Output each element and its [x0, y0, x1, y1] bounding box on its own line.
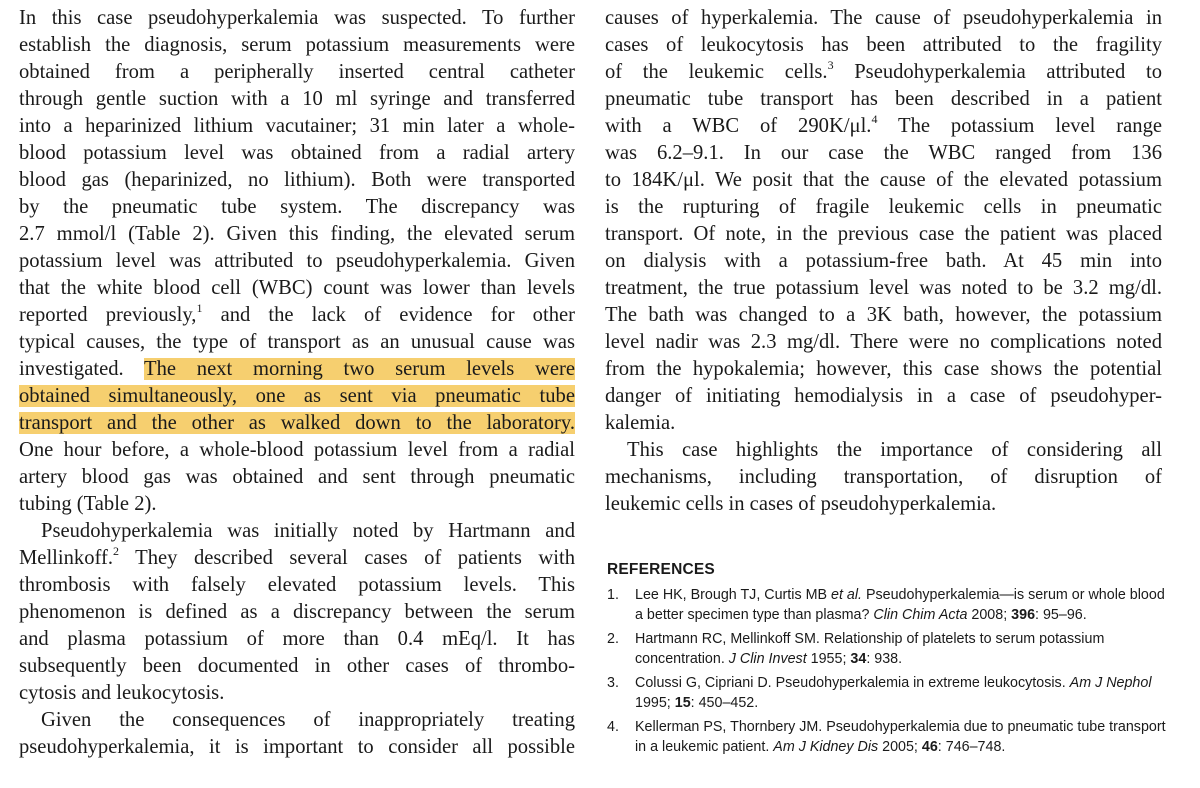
reference-volume: 46	[921, 739, 938, 755]
reference-journal: Am J Kidney Dis	[773, 739, 879, 755]
text-line: cases of leukocytosis has been attributed to the fragility	[605, 34, 1162, 56]
text-line	[19, 302, 575, 329]
text-line: pseudohyperkalemia, it is important to consider all possible	[19, 736, 575, 758]
reference-year: 2008;	[967, 607, 1012, 623]
text-line: danger of initiating hemodialysis in a case of pseudohyper-	[605, 385, 1162, 407]
text-line: on dialysis with a potassium-free bath. At 45 min into	[605, 250, 1162, 272]
text-line: blood gas (heparinized, no lithium). Both were transported	[19, 169, 575, 191]
reference-pages: : 746–748.	[937, 739, 1006, 755]
text-line: blood potassium level was obtained from a radial artery	[19, 142, 575, 164]
reference-text: Lee HK, Brough TJ, Curtis MB	[635, 586, 831, 603]
highlighted-text: transport and the other as walked down to the laboratory.	[19, 412, 575, 434]
left-text-column	[19, 5, 575, 761]
reference-number: 1.	[607, 586, 619, 603]
citation-superscript: 2	[113, 544, 119, 558]
text-line	[19, 383, 575, 410]
text-line: One hour before, a whole-blood potassium level from a radial	[19, 439, 575, 461]
text-line	[19, 356, 575, 383]
text-line: was 6.2–9.1. In our case the WBC ranged from 136	[605, 142, 1162, 164]
citation-superscript: 4	[871, 112, 878, 126]
text-segment: and the lack of evidence for other	[202, 304, 576, 326]
highlighted-text: The next morning two serum levels were	[144, 358, 575, 380]
reference-number: 4.	[607, 718, 619, 735]
text-line: typical causes, the type of transport as an unusual cause was	[19, 331, 575, 353]
text-segment: Pseudohyperkalemia attributed to	[833, 61, 1163, 83]
text-line: Pseudohyperkalemia was initially noted by Hartmann and	[41, 520, 575, 542]
text-line: 2.7 mmol/l (Table 2). Given this finding, the elevated serum	[19, 223, 575, 245]
text-line: treatment, the true potassium level was noted to be 3.2 mg/dl.	[605, 277, 1162, 299]
text-line: and plasma potassium of more than 0.4 mEq/l. It has	[19, 628, 575, 650]
reference-pages: : 95–96.	[1035, 607, 1087, 623]
right-text-column	[605, 5, 1162, 518]
reference-year: 2005;	[878, 739, 922, 755]
text-line: mechanisms, including transportation, of disruption of	[605, 466, 1162, 488]
text-line: This case highlights the importance of considering all	[627, 439, 1162, 461]
text-line: cytosis and leukocytosis.	[19, 682, 225, 704]
reference-journal: Clin Chim Acta	[873, 607, 968, 623]
text-line: transport. Of note, in the previous case the patient was placed	[605, 223, 1162, 245]
reference-year: 1955;	[806, 651, 851, 667]
text-segment: with a WBC of 290K/μl.	[605, 115, 872, 137]
text-line: establish the diagnosis, serum potassium measurements were	[19, 34, 575, 56]
citation-superscript: 3	[827, 58, 834, 72]
text-line: In this case pseudohyperkalemia was suspected. To further	[19, 7, 575, 29]
references-heading: REFERENCES	[607, 561, 715, 578]
text-segment: Mellinkoff.	[19, 547, 113, 569]
reference-journal: Am J Nephol	[1069, 674, 1152, 691]
text-segment: They described several cases of patients with	[119, 547, 575, 569]
text-line: level nadir was 2.3 mg/dl. There were no complications noted	[605, 331, 1162, 353]
references-section	[607, 560, 1167, 761]
citation-superscript: 1	[196, 301, 203, 315]
text-line	[605, 59, 1162, 86]
text-line: into a heparinized lithium vacutainer; 31 min later a whole-	[19, 115, 575, 137]
text-line: through gentle suction with a 10 ml syringe and transferred	[19, 88, 575, 110]
text-segment: investigated.	[19, 358, 145, 380]
text-line: obtained from a peripherally inserted central catheter	[19, 61, 575, 83]
text-line: Given the consequences of inappropriately treating	[41, 709, 575, 731]
reference-text: Colussi G, Cipriani D. Pseudohyperkalemia in extreme leukocytosis.	[635, 674, 1070, 691]
text-line: leukemic cells in cases of pseudohyperkalemia.	[605, 493, 997, 515]
text-line	[19, 545, 575, 572]
text-line: subsequently been documented in other cases of thrombo-	[19, 655, 575, 677]
reference-number: 2.	[607, 630, 619, 647]
text-line	[605, 113, 1162, 140]
text-line: is the rupturing of fragile leukemic cells in pneumatic	[605, 196, 1162, 218]
reference-volume: 34	[850, 651, 867, 667]
reference-volume: 396	[1011, 607, 1036, 623]
text-line: that the white blood cell (WBC) count was lower than levels	[19, 277, 575, 299]
text-line: potassium level was attributed to pseudohyperkalemia. Given	[19, 250, 575, 272]
reference-italic: et al.	[831, 586, 862, 603]
text-line	[19, 410, 575, 437]
text-line: thrombosis with falsely elevated potassium levels. This	[19, 574, 575, 596]
text-line: causes of hyperkalemia. The cause of pseudohyperkalemia in	[605, 7, 1162, 29]
reference-year: 1995;	[635, 695, 675, 711]
text-segment: reported previously,	[19, 304, 197, 326]
reference-pages: : 450–452.	[690, 695, 759, 711]
text-line: pneumatic tube transport has been described in a patient	[605, 88, 1162, 110]
text-line: tubing (Table 2).	[19, 493, 157, 515]
reference-text: Hartmann RC, Mellinkoff SM. Relationship of platelets to serum potassium concentration.	[635, 630, 1105, 667]
reference-item	[607, 717, 1167, 758]
text-line: kalemia.	[605, 412, 676, 434]
text-line: to 184K/μl. We posit that the cause of the elevated potassium	[605, 169, 1162, 191]
text-line: The bath was changed to a 3K bath, however, the potassium	[605, 304, 1162, 326]
reference-number: 3.	[607, 674, 619, 691]
reference-text: Pseudohyperkalemia—is serum or whole blood a better specimen type than plasma?	[635, 586, 1165, 623]
text-line: from the hypokalemia; however, this case shows the potential	[605, 358, 1162, 380]
reference-volume: 15	[674, 695, 691, 711]
text-line: phenomenon is defined as a discrepancy between the serum	[19, 601, 575, 623]
text-line: by the pneumatic tube system. The discrepancy was	[19, 196, 575, 218]
reference-pages: : 938.	[866, 651, 903, 667]
text-segment: The potassium level range	[877, 115, 1163, 137]
reference-item	[607, 585, 1167, 626]
text-segment: of the leukemic cells.	[605, 61, 828, 83]
highlighted-text: obtained simultaneously, one as sent via pneumatic tube	[19, 385, 575, 407]
reference-text: Kellerman PS, Thornbery JM. Pseudohyperkalemia due to pneumatic tube transport in a leukemic patient.	[635, 718, 1166, 755]
reference-journal: J Clin Invest	[728, 651, 807, 667]
reference-item	[607, 673, 1167, 714]
reference-item	[607, 629, 1167, 670]
text-line: artery blood gas was obtained and sent through pneumatic	[19, 466, 575, 488]
